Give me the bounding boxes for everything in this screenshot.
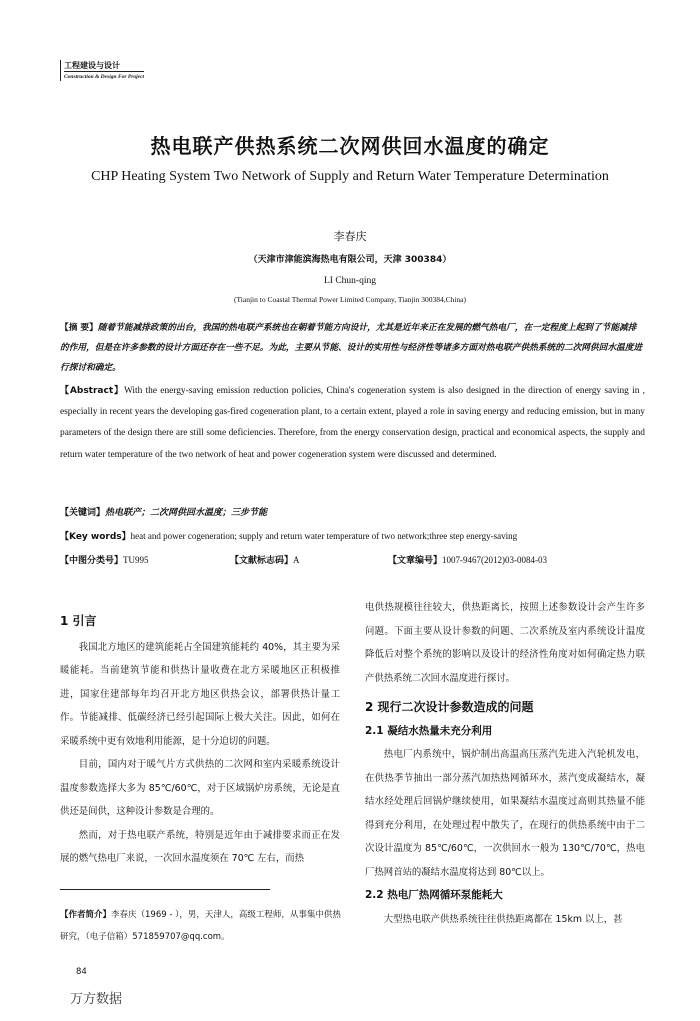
section-2-heading: 2 现行二次设计参数造成的问题 bbox=[365, 700, 534, 714]
keywords-cn-label: 【关键词】 bbox=[60, 508, 106, 518]
section-1-paragraph: 我国北方地区的建筑能耗占全国建筑能耗约 40%，其主要为采暖能耗。当前建筑节能和供热计量收费在北方采暖地区正积极推进，国家住建部每年均召开北方地区供热会议，部署供热计量工作。节能减排、低碳经济已经引起国际上极大关注。因此，如何在采暖系统中更有效地利用能源，是十分迫切的问题。 bbox=[60, 641, 340, 747]
abstract-cn bbox=[60, 318, 645, 378]
keywords-en bbox=[60, 529, 517, 542]
keywords-cn-text: 热电联产；二次网供回水温度；三步节能 bbox=[105, 508, 268, 518]
footnote-divider bbox=[60, 889, 270, 890]
author-affiliation-en: (Tianjin to Coastal Thermal Power Limited Company, Tianjin 300384,China) bbox=[233, 295, 466, 304]
abstract-en bbox=[60, 381, 645, 466]
author-name-en: LI Chun-qing bbox=[324, 276, 376, 286]
section-1-paragraph: 然而，对于热电联产系统，特别是近年由于减排要求而正在发展的燃气热电厂来说，一次回水温度须在 70℃ 左右，而热 bbox=[60, 829, 340, 864]
title-en: CHP Heating System Two Network of Supply and Return Water Temperature Determination bbox=[91, 169, 609, 184]
section-1-heading: 1 引言 bbox=[60, 614, 97, 628]
abstract-en-label: 【Abstract】 bbox=[60, 386, 124, 396]
page-number: 84 bbox=[76, 967, 87, 977]
subsection-2-2-heading: 2.2 热电厂热网循环泵能耗大 bbox=[365, 889, 503, 901]
journal-header bbox=[60, 60, 144, 81]
subsection-2-1-heading: 2.1 凝结水热量未充分利用 bbox=[365, 724, 493, 737]
abstract-cn-text: 随着节能减排政策的出台，我国的热电联产系统也在朝着节能方向设计，尤其是近年来正在发展的燃气热电厂，在一定程度上起到了节能减排的作用，但是在许多参数的设计方面还存在一些不足。为此，主要从节能、设计的实用性与经济性等诸多方面对热电联产供热系统的二次网供回水温度进行探讨和确定。 bbox=[60, 323, 643, 373]
title-cn: 热电联产供热系统二次网供回水温度的确定 bbox=[150, 134, 550, 158]
author-note-label: 【作者简介】 bbox=[60, 910, 112, 920]
author-note-text: 李春庆（1969 - ），男，天津人，高级工程师，从事集中供热研究，（电子信箱）571859707@qq.com。 bbox=[60, 910, 341, 942]
subsection-2-2-paragraph: 大型热电联产供热系统往往供热距离都在 15km 以上，甚 bbox=[383, 913, 623, 925]
article-number: 【文章编号】1007-9467(2012)03-0084-03 bbox=[388, 555, 548, 566]
journal-name-cn: 工程建设与设计 bbox=[64, 61, 120, 70]
right-column bbox=[365, 596, 645, 931]
author-note bbox=[60, 904, 345, 948]
keywords-en-text: heat and power cogeneration; supply and return water temperature of two network;three step energy-saving bbox=[130, 531, 518, 541]
journal-name-en: Construction & Design For Project bbox=[64, 71, 144, 81]
abstract-cn-label: 【摘 要】 bbox=[60, 323, 98, 333]
author-name-cn: 李春庆 bbox=[333, 230, 367, 243]
section-1-continuation: 电供热规模往往较大，供热距离长，按照上述参数设计会产生许多问题。下面主要从设计参数的问题、二次系统及室内系统设计温度降低后对整个系统的影响以及设计的经济性角度对如何确定热力联产供热系统二次回水温度进行探讨。 bbox=[365, 602, 645, 684]
subsection-2-1-paragraph: 热电厂内系统中，锅炉制出高温高压蒸汽先进入汽轮机发电，在供热季节抽出一部分蒸汽加热热网循环水，蒸汽变成凝结水，凝结水经处理后回锅炉继续使用，如果凝结水温度过高则其热量不能得到充分利用，在处理过程中散失了，在现行的供热系统中由于二次设计温度为 85℃/60℃，一次供回水一般为 130℃/70℃，热电厂热网首站的凝结水温度将达到 80℃以上。 bbox=[365, 749, 645, 878]
clc-number: 【中图分类号】TU995 bbox=[60, 555, 149, 566]
keywords-cn bbox=[60, 505, 267, 518]
abstract-en-text: With the energy-saving emission reduction policies, China's cogeneration system is also designed in the direction of energy saving in , especially in recent years the developing gas-fired cogeneration plant, to a certain extent, played a role in saving energy and reducing emission, but in many parameters of the design there are still some deficiencies. Therefore, from the energy conservation design, practical and economical aspects, the supply and return water temperature of the two network of heat and power cogeneration system were discussed and determined. bbox=[60, 386, 645, 460]
document-code: 【文献标志码】A bbox=[230, 555, 300, 566]
left-column bbox=[60, 610, 340, 871]
section-1-paragraph: 目前，国内对于暖气片方式供热的二次网和室内采暖系统设计温度参数选择大多为 85℃/60℃，对于区域锅炉房系统，无论是直供还是间供，这种设计参数是合理的。 bbox=[60, 759, 340, 817]
watermark: 万方数据 bbox=[70, 992, 123, 1007]
keywords-en-label: 【Key words】 bbox=[60, 532, 131, 542]
author-affiliation-cn: （天津市津能滨海热电有限公司，天津 300384） bbox=[248, 255, 452, 265]
